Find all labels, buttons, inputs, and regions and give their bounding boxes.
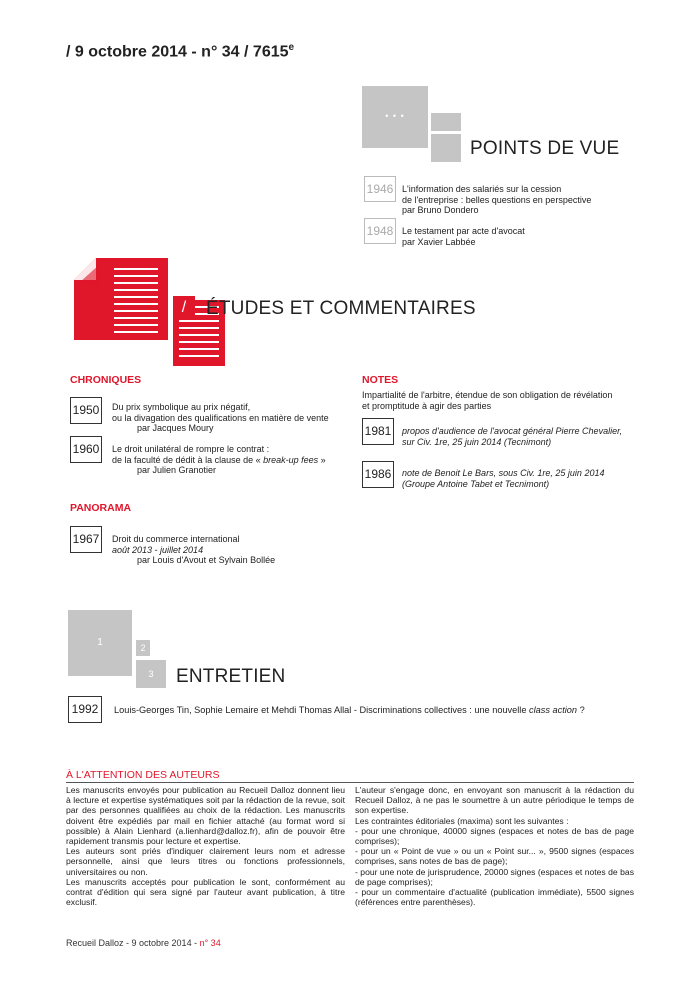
notice-paragraph: Les manuscrits acceptés pour publication le sont, conformément au contrat d'édition qui sera signé par l'auteur avant publication, à titre exclusif. (66, 876, 345, 908)
notice-left-column (66, 785, 345, 907)
footer-text: Recueil Dalloz - 9 octobre 2014 - (66, 938, 200, 948)
footer (66, 938, 221, 948)
entretien-box-1: 1 (68, 610, 132, 676)
issue-line: / 9 octobre 2014 - n° 34 / 7615 (66, 43, 289, 61)
notice-paragraph: Les auteurs sont priés d'indiquer clairement leurs nom et adresse personnelle, ainsi que leurs titres ou fonctions professionnels, universitaires ou non. (66, 846, 345, 877)
pdv-entry-num: 1948 (364, 218, 396, 244)
footer-issue-number: n° 34 (199, 938, 221, 948)
notice-rule (66, 782, 634, 783)
etudes-slash: / (173, 296, 195, 320)
note-entry-text: note de Benoit Le Bars, sous Civ. 1re, 25 juin 2014 (Groupe Antoine Tabet et Tecnimont) (402, 468, 605, 489)
entretien-box-2: 2 (136, 640, 150, 656)
note-entry-num: 1986 (362, 461, 394, 488)
pdv-entry-text: Le testament par acte d'avocat par Xavier Labbée (402, 226, 525, 247)
notice-heading: À L'ATTENTION DES AUTEURS (66, 769, 220, 781)
chroniques-heading: CHRONIQUES (70, 374, 142, 386)
panorama-heading: PANORAMA (70, 502, 132, 514)
entretien-box-3: 3 (136, 660, 166, 688)
notice-paragraph: L'auteur s'engage donc, en envoyant son manuscrit à la rédaction du Recueil Dalloz, à ne pas le soumettre à un autre périodique le temps de son expertise. (355, 785, 634, 816)
chronique-entry-text: Du prix symbolique au prix négatif, ou la divagation des qualifications en matière de vente par Jacques Moury (112, 402, 329, 433)
chronique-entry-text: Le droit unilatéral de rompre le contrat : de la faculté de dédit à la clause de « break-up fees » par Julien Granotier (112, 444, 326, 475)
chronique-entry-num: 1950 (70, 397, 102, 424)
pdv-dots: • • • (385, 111, 405, 121)
documents-icon (66, 258, 226, 366)
notes-intro: Impartialité de l'arbitre, étendue de son obligation de révélation et promptitude à agir des parties (362, 390, 613, 411)
etudes-title: ÉTUDES ET COMMENTAIRES (206, 298, 476, 319)
chronique-entry-num: 1960 (70, 436, 102, 463)
note-entry-text: propos d'audience de l'avocat général Pierre Chevalier, sur Civ. 1re, 25 juin 2014 (Tecnimont) (402, 426, 623, 447)
pdv-entry-num: 1946 (364, 176, 396, 202)
entretien-entry-num: 1992 (68, 696, 102, 723)
entretien-title: ENTRETIEN (176, 666, 286, 687)
pdv-entry-text: L'information des salariés sur la cession de l'entreprise : belles questions en perspective par Bruno Dondero (402, 184, 592, 215)
notice-paragraph: - pour un commentaire d'actualité (publication immédiate), 5500 signes (références entre parenthèses). (355, 887, 634, 908)
note-entry-num: 1981 (362, 418, 394, 445)
entretien-entry-text: Louis-Georges Tin, Sophie Lemaire et Mehdi Thomas Allal - Discriminations collectives : une nouvelle class action ? (114, 705, 585, 715)
issue-sup: e (288, 42, 295, 53)
notice-right-column (355, 785, 634, 907)
pdv-box-large (362, 86, 428, 148)
notice-paragraph: - pour un « Point de vue » ou un « Point sur... », 9500 signes (espaces comprises, sans notes de bas de page); (355, 846, 634, 867)
notice-paragraph: - pour une note de jurisprudence, 20000 signes (espaces et notes de bas de page comprises); (355, 866, 634, 887)
panorama-entry-text: Droit du commerce international août 2013 - juillet 2014 par Louis d'Avout et Sylvain Bollée (112, 534, 276, 565)
pdv-title: POINTS DE VUE (470, 138, 620, 159)
notice-paragraph: Les contraintes éditoriales (maxima) sont les suivantes : (355, 815, 569, 826)
notes-heading: NOTES (362, 374, 399, 386)
notice-paragraph: Les manuscrits envoyés pour publication au Recueil Dalloz donnent lieu à lecture et expertise systématiques soit par la rédaction de la revue, soit par des personnes qualifiées au choix de la rédaction. Les manuscrits doivent être expédiés par mail en fichier attaché (au format word si possible) à Alain Lienhard (a.lienhard@dalloz.fr), afin de pouvoir être rapidement transmis pour lecture et expertise. (66, 785, 345, 847)
pdv-box-medium (431, 134, 461, 162)
pdv-box-small (431, 113, 461, 131)
notice-paragraph: - pour une chronique, 40000 signes (espaces et notes de bas de page comprises); (355, 825, 634, 847)
issue-header (66, 42, 294, 61)
panorama-entry-num: 1967 (70, 526, 102, 553)
